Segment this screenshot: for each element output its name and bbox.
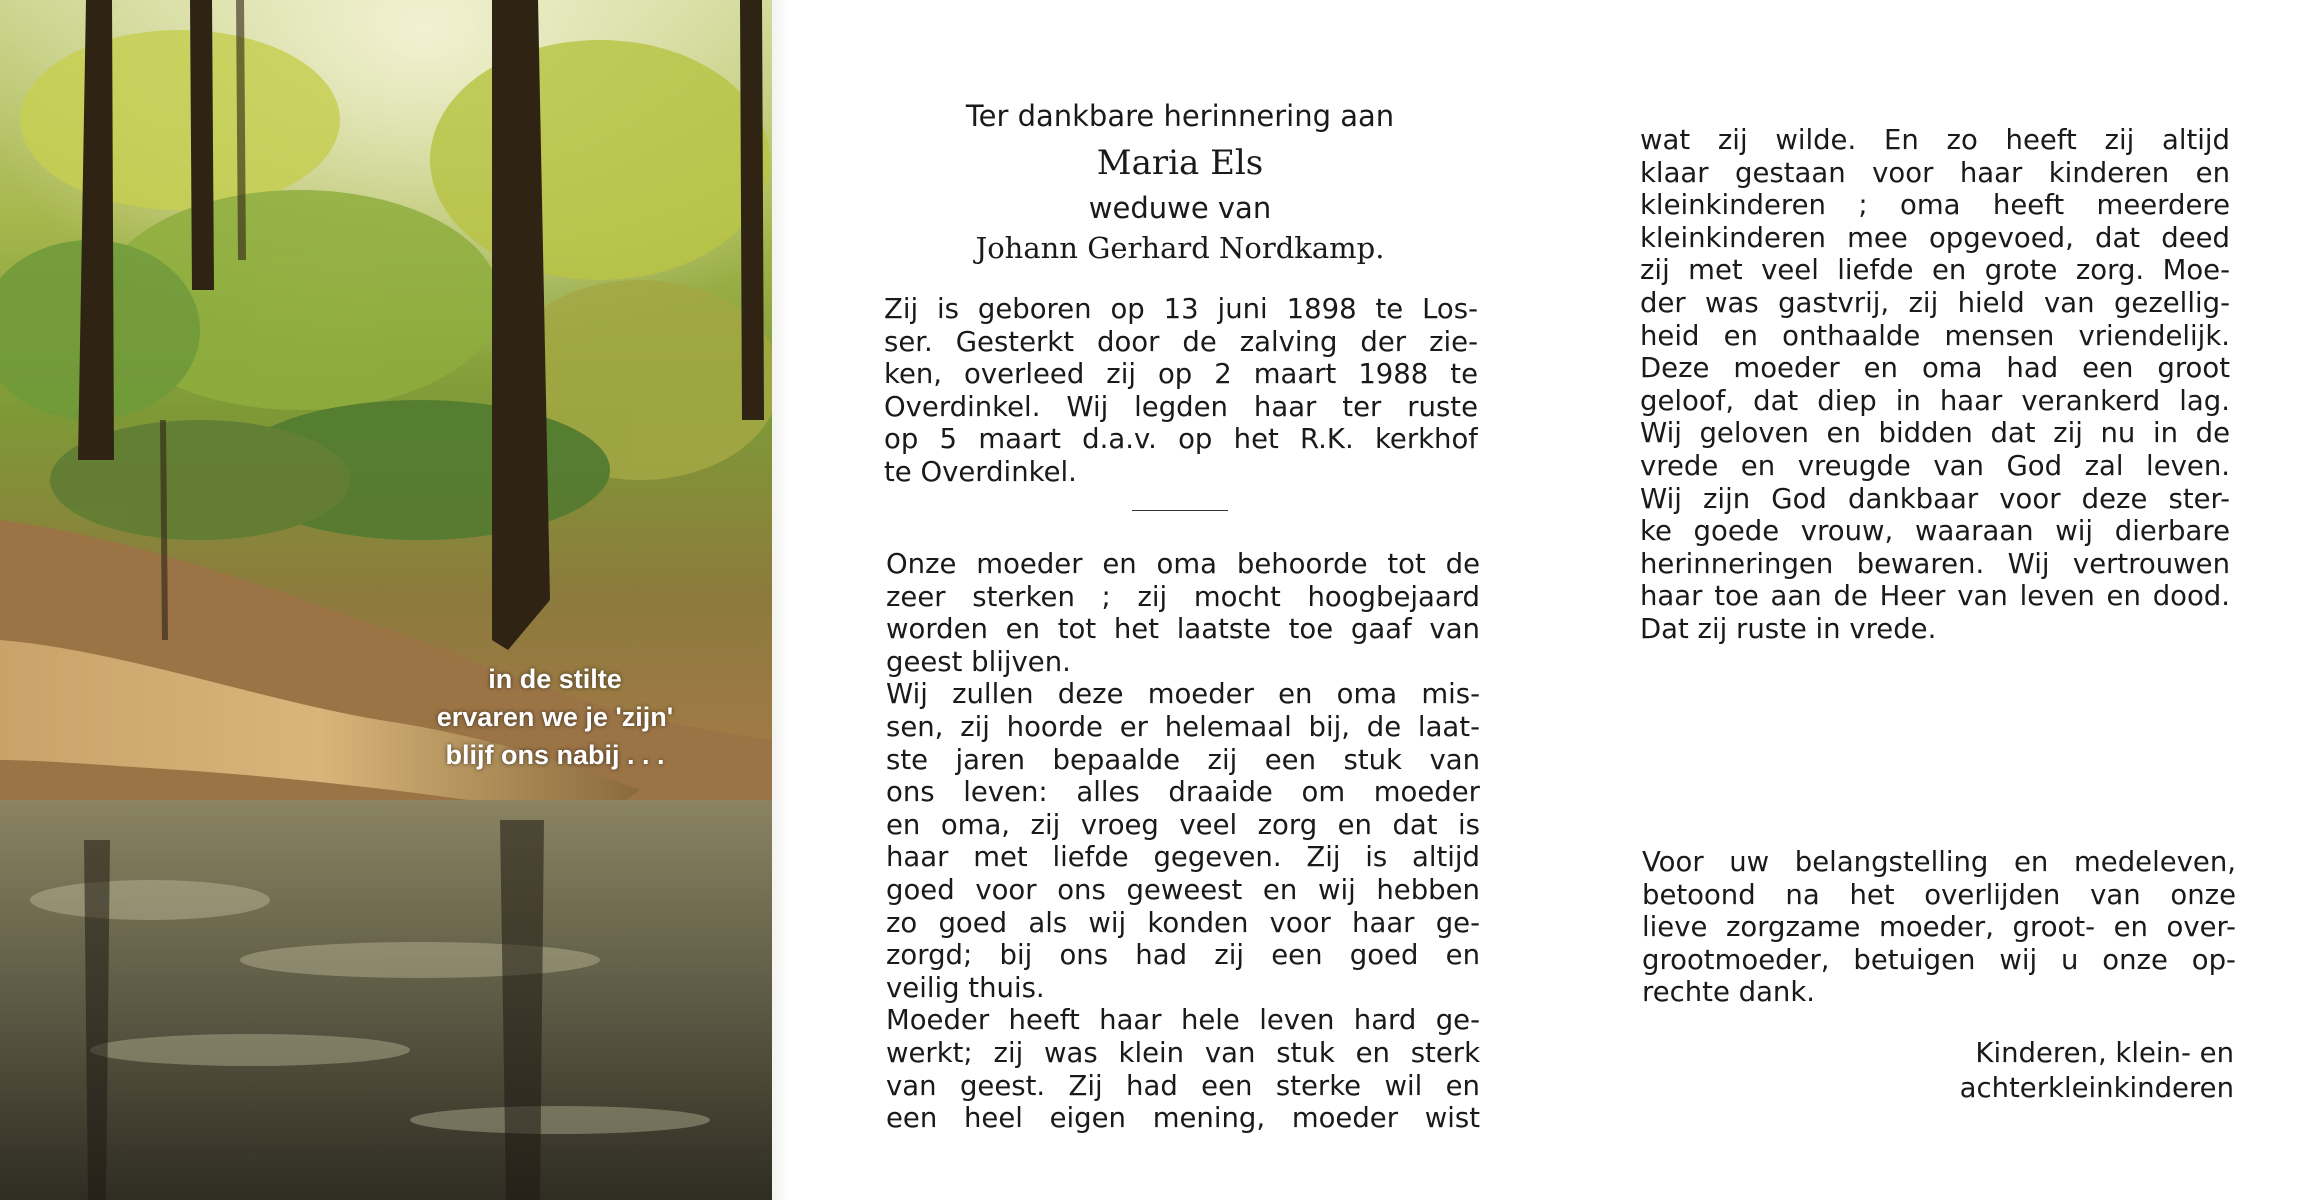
forest-photo: [0, 0, 772, 1200]
poem-overlay: [400, 660, 710, 774]
husband-name: Johann Gerhard Nordkamp.: [975, 231, 1385, 265]
header-dedication: Ter dankbare herinnering aan: [965, 99, 1395, 133]
text-line: ke goede vrouw, waaraan wij dierbare: [1640, 515, 2230, 548]
text-line: van geest. Zij had een sterke wil en: [886, 1069, 1480, 1102]
text-line: haar met liefde gegeven. Zij is altijd: [886, 841, 1480, 874]
text-line: heid en onthaalde mensen vriendelijk.: [1640, 319, 2230, 352]
text-line: Dat zij ruste in vrede.: [1640, 612, 1937, 645]
text-line: rechte dank.: [1642, 976, 1816, 1009]
text-line: grootmoeder, betuigen wij u onze op-: [1642, 943, 2236, 976]
text-line: ken, overleed zij op 2 maart 1988 te: [884, 358, 1478, 391]
text-line: Wij geloven en bidden dat zij nu in de: [1640, 417, 2230, 450]
text-line: een heel eigen mening, moeder wist: [886, 1102, 1480, 1135]
text-line: geloof, dat diep in haar verankerd lag.: [1640, 384, 2230, 417]
water-reflection: [0, 800, 772, 1200]
signature-line: achterkleinkinderen: [1959, 1072, 2234, 1104]
signature: [1890, 1036, 2234, 1106]
poem-line: blijf ons nabij . . .: [445, 740, 665, 770]
text-line: kleinkinderen mee opgevoed, dat deed: [1640, 221, 2230, 254]
signature-line: Kinderen, klein- en: [1975, 1037, 2234, 1069]
text-line: Wij zijn God dankbaar voor deze ster-: [1640, 482, 2230, 515]
text-line: Moeder heeft haar hele leven hard ge-: [886, 1004, 1480, 1037]
header-widow-of: weduwe van: [1088, 191, 1272, 225]
text-line: zorgd; bij ons had zij een goed en: [886, 939, 1480, 972]
text-line: herinneringen bewaren. Wij vertrouwen: [1640, 547, 2230, 580]
poem-line: in de stilte: [488, 664, 622, 694]
text-line: wat zij wilde. En zo heeft zij altijd: [1640, 124, 2230, 156]
text-line: ste jaren bepaalde zij een stuk van: [886, 743, 1480, 776]
text-line: zeer sterken ; zij mocht hoogbejaard: [886, 580, 1480, 613]
tribute-text-column-1: [886, 548, 1480, 1135]
text-line: klaar gestaan voor haar kinderen en: [1640, 156, 2230, 189]
text-line: ons leven: alles draaide om moeder: [886, 776, 1480, 809]
forest-illustration: [0, 0, 772, 1200]
text-line: Overdinkel. Wij legden haar ter ruste: [884, 390, 1478, 423]
text-line: Deze moeder en oma had een groot: [1640, 352, 2230, 385]
text-line: ser. Gesterkt door de zalving der zie-: [884, 325, 1478, 358]
text-line: geest blijven.: [886, 645, 1071, 678]
text-line: betoond na het overlijden van onze: [1642, 878, 2236, 911]
text-line: veilig thuis.: [886, 971, 1045, 1004]
text-line: Wij zullen deze moeder en oma mis-: [886, 678, 1480, 711]
text-line: lieve zorgzame moeder, groot- en over-: [1642, 911, 2236, 944]
text-line: sen, zij hoorde er helemaal bij, de laat-: [886, 710, 1480, 743]
text-line: op 5 maart d.a.v. op het R.K. kerkhof: [884, 423, 1478, 456]
text-line: Onze moeder en oma behoorde tot de: [886, 548, 1480, 580]
poem-line: ervaren we je 'zijn': [436, 702, 674, 732]
text-line: Zij is geboren op 13 juni 1898 te Los-: [884, 293, 1478, 325]
text-line: worden en tot het laatste toe gaaf van: [886, 613, 1480, 646]
text-line: vrede en vreugde van God zal leven.: [1640, 449, 2230, 482]
card-fold: [772, 0, 802, 1200]
thank-you-note: [1642, 846, 2236, 1009]
tribute-text-column-2: [1640, 124, 2230, 646]
text-line: Voor uw belangstelling en medeleven,: [1642, 846, 2236, 878]
text-line: zij met veel liefde en grote zorg. Moe-: [1640, 254, 2230, 287]
text-line: zo goed als wij konden voor haar ge-: [886, 906, 1480, 939]
text-line: haar toe aan de Heer van leven en dood.: [1640, 580, 2230, 613]
memorial-header: [880, 96, 1480, 268]
text-line: kleinkinderen ; oma heeft meerdere: [1640, 189, 2230, 222]
text-line: te Overdinkel.: [884, 455, 1077, 488]
section-divider: [1132, 510, 1228, 511]
biography-intro: [884, 293, 1478, 489]
text-line: der was gastvrij, zij hield van gezellig-: [1640, 286, 2230, 319]
deceased-name: Maria Els: [1096, 143, 1264, 183]
text-line: werkt; zij was klein van stuk en sterk: [886, 1036, 1480, 1069]
text-line: en oma, zij vroeg veel zorg en dat is: [886, 808, 1480, 841]
text-line: goed voor ons geweest en wij hebben: [886, 873, 1480, 906]
